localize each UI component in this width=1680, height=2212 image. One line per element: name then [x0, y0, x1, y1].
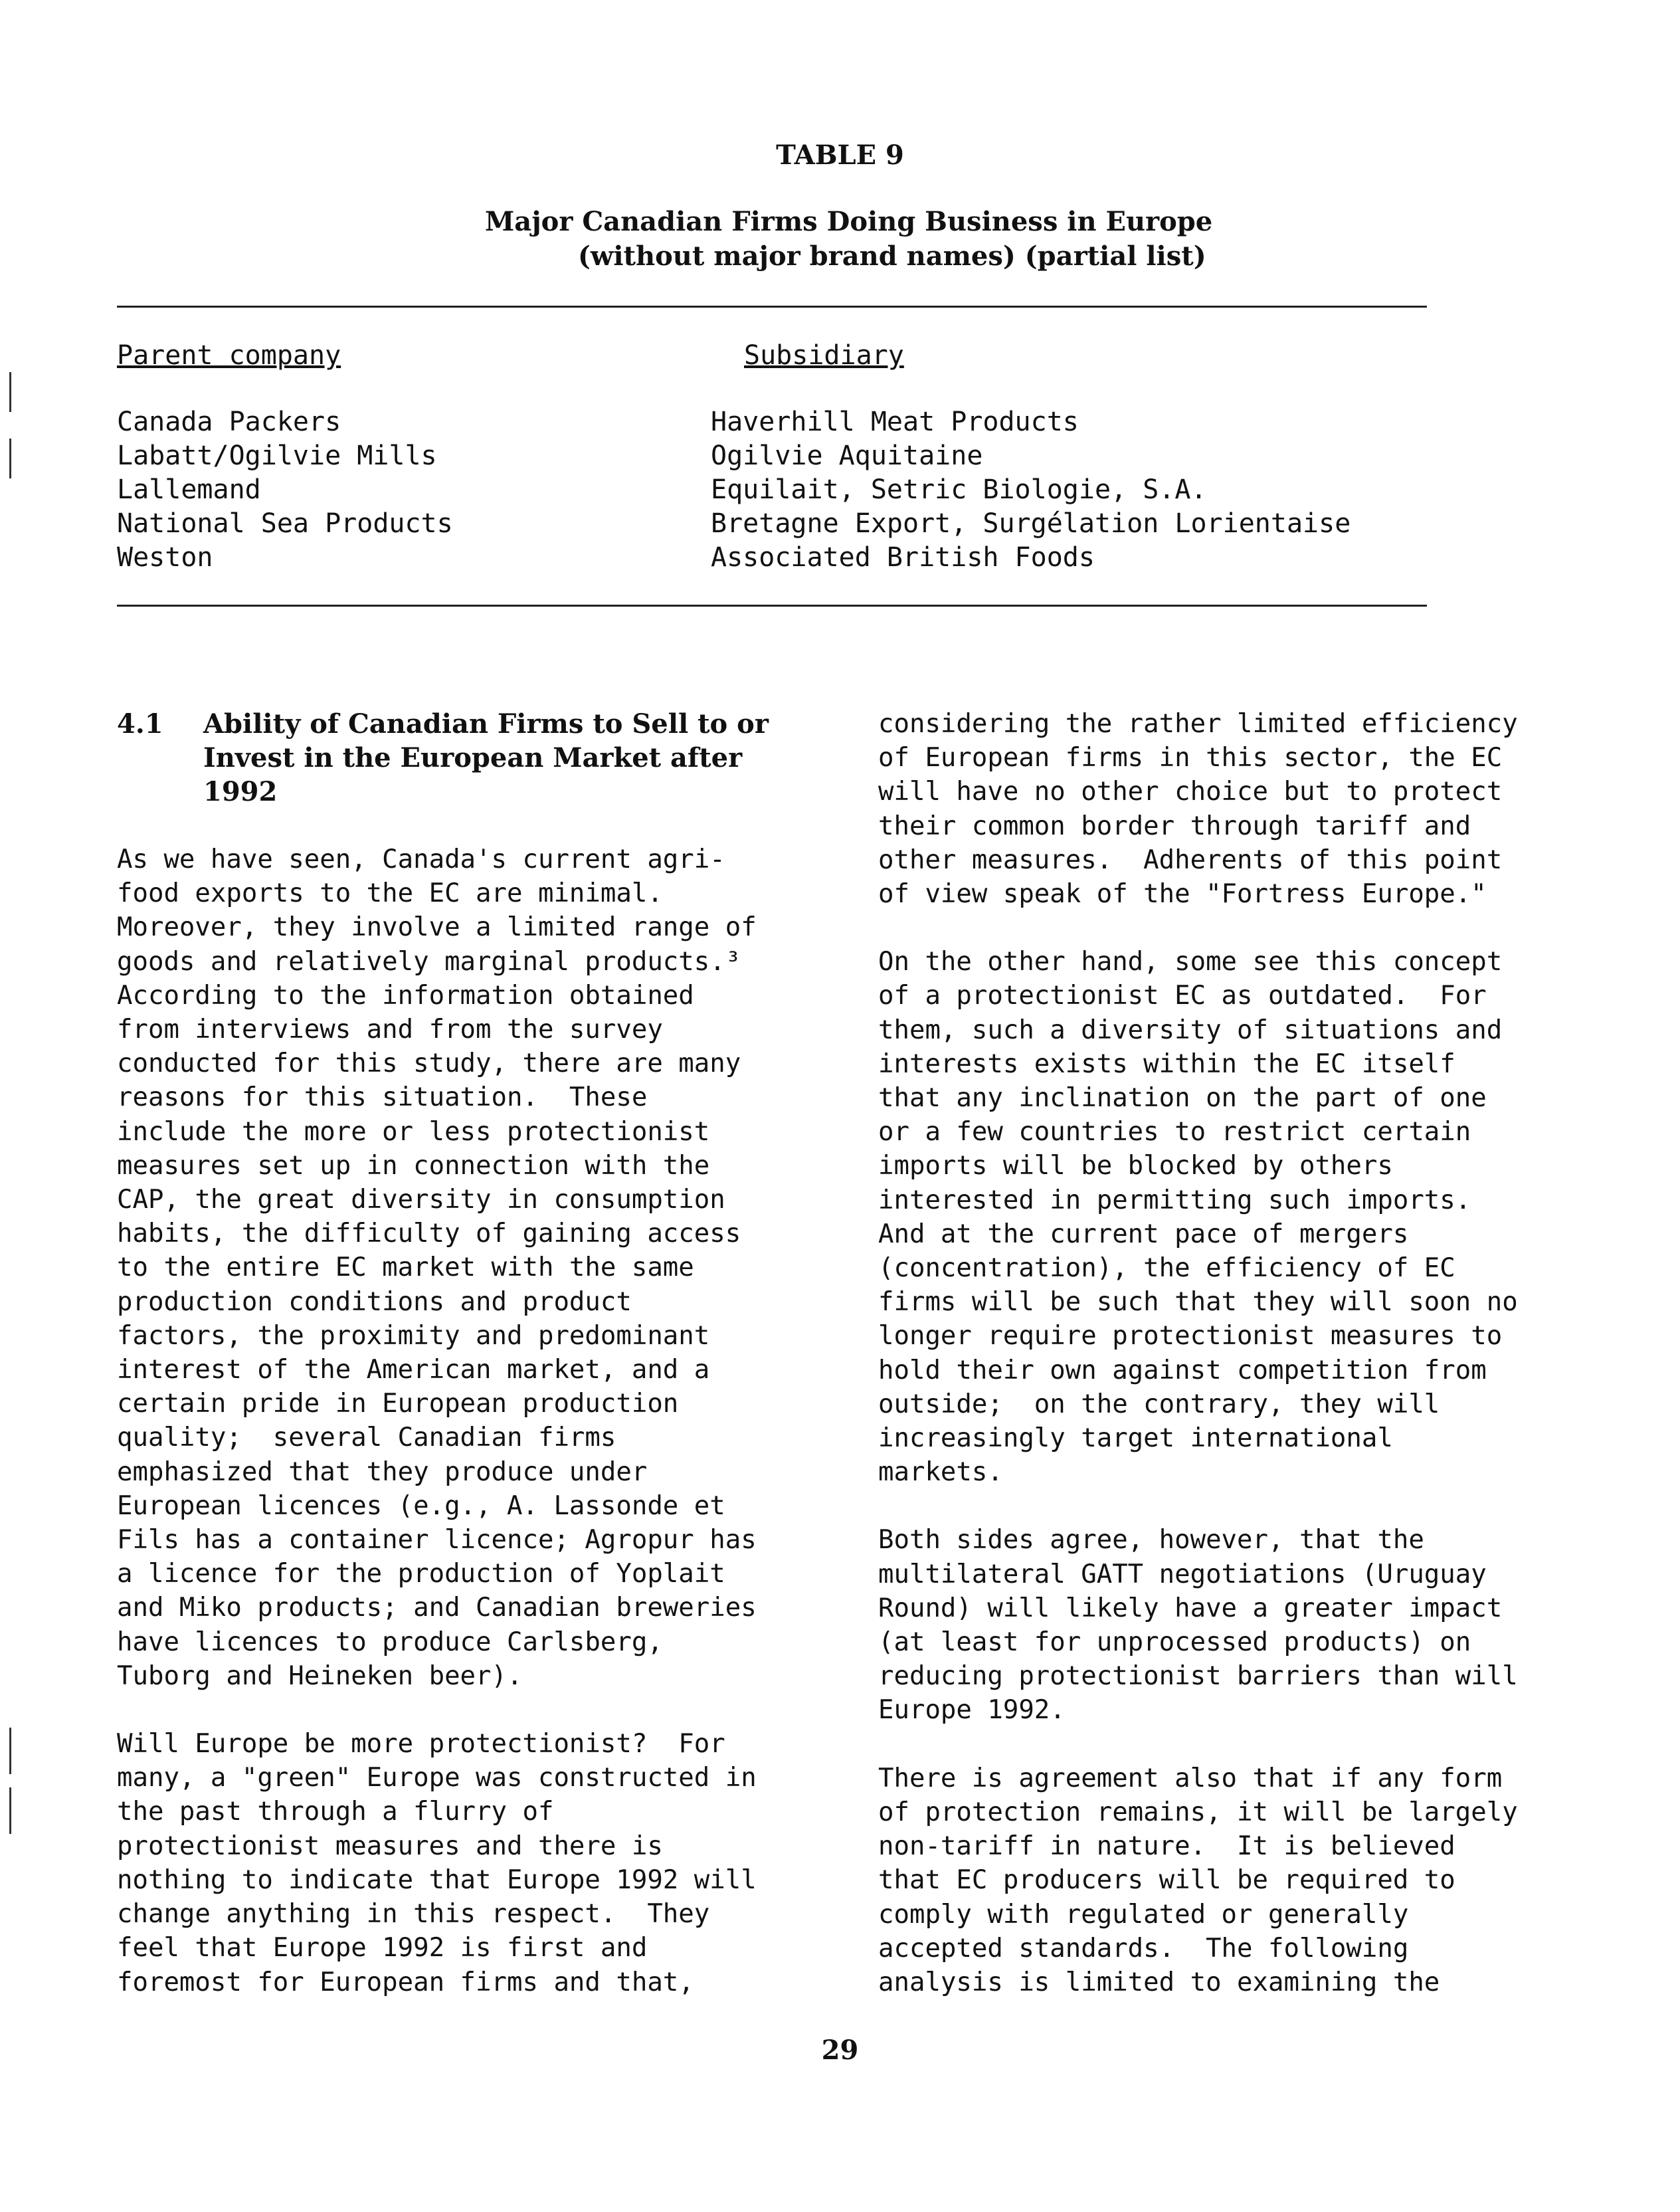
paragraph: considering the rather limited efficiency of European firms in this sector, the EC will have no other choice but to protect their common border through tariff and other measures. Adherents of this point of view speak of the "Fortress Europe.": [878, 709, 1518, 910]
table-cell-subsidiary: Associated British Foods: [711, 542, 1095, 573]
table-cell-parent: National Sea Products: [117, 508, 453, 539]
paragraph: There is agreement also that if any form of protection remains, it will be largely non-tariff in nature. It is believed that EC producers will be required to comply with regulated or generally accepted standards. The following analysis is limited to examining the: [878, 1763, 1518, 1997]
section-number: 4.1: [117, 708, 163, 740]
margin-mark: [9, 372, 11, 412]
right-text-column: [878, 707, 1596, 2033]
parent-column: [117, 405, 453, 575]
paragraph: As we have seen, Canada's current agri- food exports to the EC are minimal. Moreover, they involve a limited range of goods and relatively marginal products.³ According to the information obtained from interviews and from the survey conducted for this study, there are many reasons for this situation. These include the more or less protectionist measures set up in connection with the CAP, the great diversity in consumption habits, the difficulty of gaining access to the entire EC market with the same production conditions and product factors, the proximity and predominant interest of the American market, and a certain pride in European production quality; several Canadian firms emphasized that they produce under European licences (e.g., A. Lassonde et Fils has a container licence; Agropur has a licence for the production of Yoplait and Miko products; and Canadian breweries have licences to produce Carlsberg, Tuborg and Heineken beer).: [117, 845, 757, 1691]
table-subtitle-line2: (without major brand names) (partial list): [578, 241, 1206, 272]
section-heading: [117, 707, 781, 809]
table-top-rule: [117, 306, 1427, 308]
parent-column-header-label: Parent company: [117, 340, 341, 371]
table-cell-parent: Lallemand: [117, 474, 261, 505]
parent-column-header: [117, 340, 341, 371]
table-cell-subsidiary: Haverhill Meat Products: [711, 407, 1079, 437]
subsidiary-column-header-label: Subsidiary: [744, 340, 904, 371]
table-subtitle-line1: Major Canadian Firms Doing Business in Europe: [485, 206, 1213, 237]
table-cell-subsidiary: Equilait, Setric Biologie, S.A.: [711, 474, 1207, 505]
page-number: 29: [821, 2035, 859, 2066]
table-cell-subsidiary: Ogilvie Aquitaine: [711, 441, 983, 471]
subsidiary-column: [711, 405, 1351, 575]
section-title: Ability of Canadian Firms to Sell to or Invest in the European Market after 1992: [203, 708, 769, 807]
table-bottom-rule: [117, 605, 1427, 607]
margin-mark: [9, 1787, 11, 1834]
table-subtitle: [485, 205, 1212, 274]
margin-mark: [9, 439, 11, 478]
left-text-column: [117, 843, 834, 2033]
paragraph: Both sides agree, however, that the multilateral GATT negotiations (Uruguay Round) will likely have a greater impact (at least for unprocessed products) on reducing protectionist barriers than will Europe 1992.: [878, 1525, 1518, 1726]
table-cell-parent: Canada Packers: [117, 407, 341, 437]
table-cell-parent: Labatt/Ogilvie Mills: [117, 441, 437, 471]
paragraph: On the other hand, some see this concept of a protectionist EC as outdated. For them, such a diversity of situations and interests exists within the EC itself that any inclination on the part of one or a few countries to restrict certain imports will be blocked by others interested in permitting such imports. And at the current pace of mergers (concentration), the efficiency of EC firms will be such that they will soon no longer require protectionist measures to hold their own against competition from outside; on the contrary, they will increasingly target international markets.: [878, 947, 1518, 1488]
table-title: TABLE 9: [776, 140, 904, 171]
table-cell-parent: Weston: [117, 542, 213, 573]
subsidiary-column-header: [711, 340, 904, 371]
table-cell-subsidiary: Bretagne Export, Surgélation Lorientaise: [711, 508, 1351, 539]
margin-mark: [9, 1728, 11, 1774]
paragraph: Will Europe be more protectionist? For many, a "green" Europe was constructed in the past through a flurry of protectionist measures and there is nothing to indicate that Europe 1992 will change anything in this respect. They feel that Europe 1992 is first and foremost for European firms and that,: [117, 1729, 757, 1997]
